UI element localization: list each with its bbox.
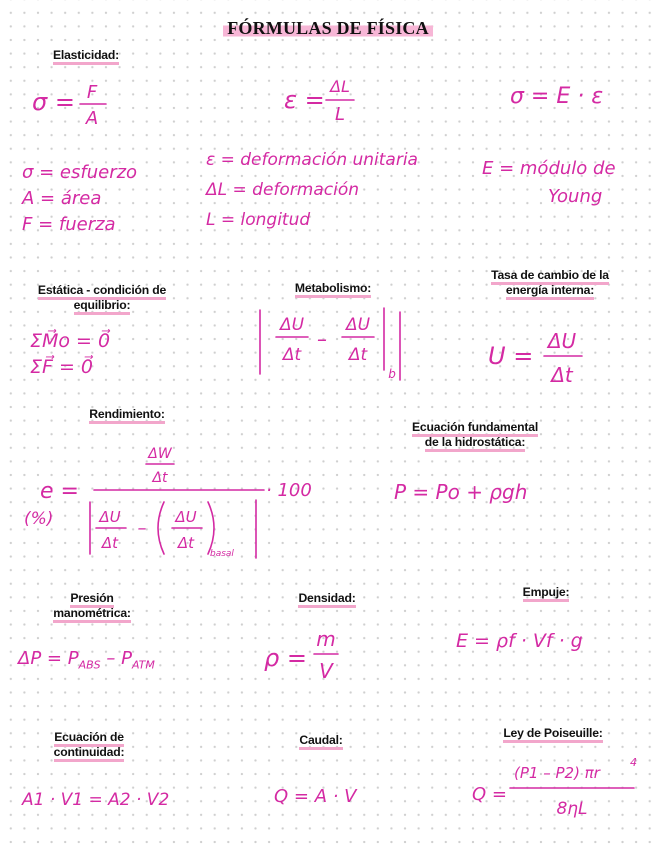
svg-text:σ =: σ =	[32, 88, 75, 116]
formula-deformacion-unitaria	[276, 72, 386, 128]
heading-densidad: Densidad:	[286, 591, 368, 606]
equation-hidrostatica: P = Po + ρgh	[394, 480, 528, 504]
heading-tasa-energia-interna: Tasa de cambio de la energía interna:	[468, 268, 632, 298]
svg-text:(%): (%)	[24, 509, 54, 529]
heading-rendimiento: Rendimiento:	[80, 407, 174, 422]
formula-esfuerzo	[20, 76, 130, 132]
formula-densidad	[262, 622, 362, 684]
svg-text:ε =: ε =	[284, 86, 325, 114]
formula-metabolismo	[252, 304, 422, 386]
heading-continuidad: Ecuación de continuidad:	[42, 730, 136, 760]
definition-area: A = área	[22, 188, 102, 209]
definition-modulo-young-line1: E = módulo de	[482, 158, 616, 179]
heading-empuje: Empuje:	[516, 585, 576, 600]
svg-text:ΔU: ΔU	[279, 315, 305, 335]
svg-text:–: –	[317, 327, 327, 351]
heading-presion-manometrica: Presión manométrica:	[36, 591, 148, 621]
svg-text:m: m	[316, 627, 336, 651]
svg-text:ΔU: ΔU	[547, 329, 577, 353]
heading-estatica: Estática - condición de equilibrio:	[14, 283, 190, 313]
svg-text:Δt: Δt	[152, 470, 168, 486]
svg-text:ρ =: ρ =	[264, 644, 307, 672]
svg-text:4: 4	[630, 756, 637, 769]
svg-text:Δt: Δt	[101, 534, 119, 552]
svg-text:F: F	[86, 82, 98, 103]
svg-text:ΔU: ΔU	[99, 508, 121, 526]
svg-text:basal: basal	[210, 549, 234, 559]
svg-text:ΔU: ΔU	[345, 315, 371, 335]
svg-text:b: b	[388, 367, 396, 381]
definition-deformacion-unitaria: ε = deformación unitaria	[206, 150, 418, 170]
svg-text:e =: e =	[40, 479, 79, 504]
page-title: FÓRMULAS DE FÍSICA	[0, 18, 656, 39]
svg-text:ΔU: ΔU	[175, 508, 197, 526]
equation-equilibrio-fuerzas: ΣF⃗ = 0⃗	[30, 356, 94, 378]
definition-modulo-young-line2: Young	[548, 186, 603, 207]
svg-text:ΔW: ΔW	[148, 446, 172, 462]
heading-caudal: Caudal:	[290, 733, 352, 748]
heading-poiseuille: Ley de Poiseuille:	[490, 726, 616, 741]
equation-empuje: E = ρf · Vf · g	[456, 630, 583, 652]
formula-rendimiento	[18, 440, 338, 562]
svg-text:L: L	[334, 104, 346, 125]
svg-text:Δt: Δt	[177, 534, 195, 552]
heading-elasticidad: Elasticidad:	[40, 48, 132, 63]
equation-equilibrio-momentos: ΣM⃗o = 0⃗	[30, 330, 111, 352]
svg-text:8ηL: 8ηL	[556, 799, 588, 819]
definition-esfuerzo: σ = esfuerzo	[22, 162, 138, 183]
formula-tasa-energia-interna	[484, 324, 604, 388]
svg-text:–: –	[137, 518, 147, 539]
svg-text:· 100: · 100	[266, 480, 312, 501]
definition-deformacion: ΔL = deformación	[206, 180, 359, 200]
heading-metabolismo: Metabolismo:	[278, 281, 388, 296]
definition-fuerza: F = fuerza	[22, 214, 116, 235]
equation-caudal: Q = A · V	[274, 786, 357, 807]
svg-text:A: A	[85, 108, 99, 129]
svg-text:Q =: Q =	[472, 784, 507, 805]
svg-text:Δt: Δt	[348, 345, 368, 365]
equation-presion-manometrica: $\Delta P = P_{ABS} - P_{ATM}$	[18, 648, 155, 672]
formula-poiseuille	[470, 750, 650, 824]
definition-longitud: L = longitud	[206, 210, 311, 230]
heading-hidrostatica: Ecuación fundamental de la hidrostática:	[392, 420, 558, 450]
svg-text:V: V	[319, 659, 333, 683]
equation-continuidad: A1 · V1 = A2 · V2	[22, 790, 170, 810]
svg-text:ΔL: ΔL	[330, 77, 350, 96]
formula-young: σ = E · ε	[510, 84, 604, 109]
svg-text:U =: U =	[488, 342, 534, 370]
svg-text:(P1 – P2) πr: (P1 – P2) πr	[514, 764, 600, 782]
svg-text:Δt: Δt	[282, 345, 302, 365]
svg-text:Δt: Δt	[551, 363, 573, 387]
